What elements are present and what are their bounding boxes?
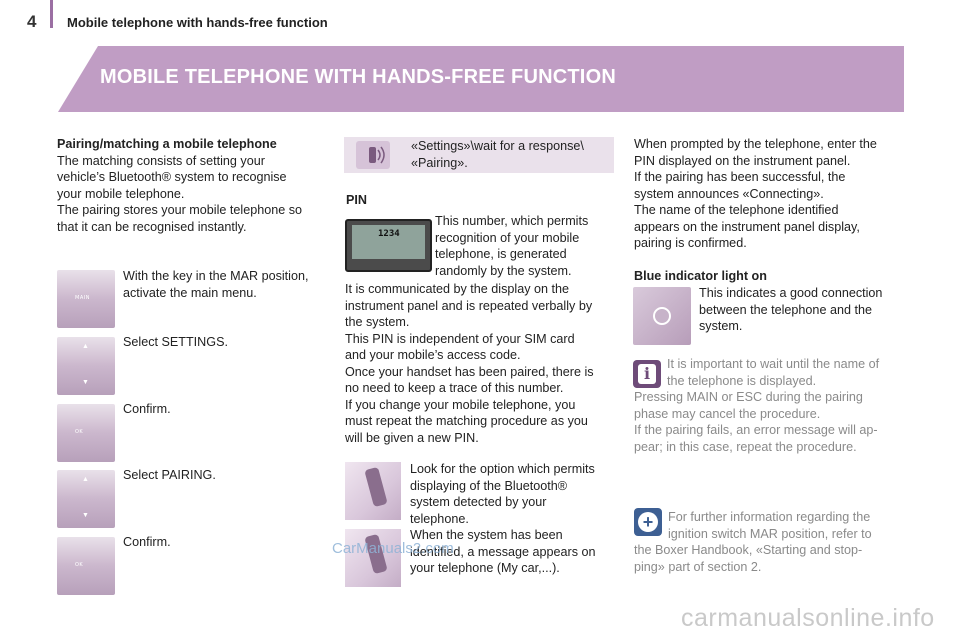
pairing-heading: Pairing/matching a mobile telephone bbox=[57, 137, 277, 151]
plus-note-head bbox=[668, 509, 908, 542]
blue-indicator-heading: Blue indicator light on bbox=[634, 269, 767, 283]
right-intro-line: system announces «Connecting». bbox=[634, 186, 824, 201]
info-note-line: the telephone is displayed. bbox=[667, 373, 817, 388]
step-5-text: Confirm. bbox=[123, 535, 171, 549]
phone-instructions-line: identified, a message appears on bbox=[410, 544, 596, 559]
phone-voice-icon bbox=[356, 141, 390, 169]
blue-indicator-line: between the telephone and the bbox=[699, 302, 872, 317]
info-icon: i bbox=[633, 360, 661, 388]
header-title: Mobile telephone with hands-free function bbox=[67, 15, 328, 30]
pin-body-line: If you change your mobile telephone, you bbox=[345, 397, 576, 412]
pin-heading: PIN bbox=[346, 193, 367, 207]
ok-button-icon: OK bbox=[57, 404, 115, 462]
step-4-text: Select PAIRING. bbox=[123, 468, 216, 482]
step-1-line: activate the main menu. bbox=[123, 285, 257, 300]
info-note-line: pear; in this case, repeat the procedure. bbox=[634, 439, 857, 454]
pin-body-line: must repeat the matching procedure as you bbox=[345, 414, 588, 428]
hand-phone-icon bbox=[345, 529, 401, 587]
step-1-text bbox=[123, 268, 333, 301]
pairing-section bbox=[57, 136, 332, 235]
plus-note-line: ignition switch MAR position, refer to bbox=[668, 526, 872, 541]
pin-side-line: This number, which permits bbox=[435, 214, 589, 228]
phone-instructions-line: your telephone (My car,...). bbox=[410, 561, 560, 575]
settings-path-text bbox=[411, 138, 611, 171]
phone-instructions-line: displaying of the Bluetooth® bbox=[410, 478, 568, 493]
pin-side-line: randomly by the system. bbox=[435, 263, 572, 278]
lcd-value: 1234 bbox=[378, 229, 400, 239]
up-down-arrows-icon: ▲ ▼ bbox=[57, 470, 115, 528]
right-intro-line: appears on the instrument panel display, bbox=[634, 219, 860, 234]
pin-body-line: instrument panel and is repeated verbally by bbox=[345, 298, 593, 313]
plus-note-line: the Boxer Handbook, «Starting and stop- bbox=[634, 543, 863, 557]
pin-side-line: telephone, is generated bbox=[435, 247, 567, 261]
lcd-display-icon bbox=[345, 219, 432, 272]
hand-phone-icon bbox=[345, 462, 401, 520]
plus-note-line: For further information regarding the bbox=[668, 510, 871, 524]
phone-instructions-text bbox=[410, 461, 615, 577]
phone-instructions-line: system detected by your bbox=[410, 495, 547, 509]
plus-icon: + bbox=[634, 508, 662, 536]
info-note-line: Pressing MAIN or ESC during the pairing bbox=[634, 390, 863, 404]
phone-instructions-line: Look for the option which permits bbox=[410, 462, 595, 476]
step-1-line: With the key in the MAR position, bbox=[123, 269, 309, 283]
step-3-text: Confirm. bbox=[123, 402, 171, 416]
pairing-intro-line: that it can be recognised instantly. bbox=[57, 219, 247, 234]
pin-body-line: no need to keep a trace of this number. bbox=[345, 381, 564, 395]
plus-note-line: ping» part of section 2. bbox=[634, 559, 762, 574]
phone-instructions-line: telephone. bbox=[410, 511, 469, 526]
pairing-intro-line: The matching consists of setting your bbox=[57, 153, 265, 168]
watermark-text: CarManuals2.com bbox=[332, 540, 454, 557]
banner-corner bbox=[58, 46, 98, 112]
right-intro-text bbox=[634, 136, 909, 252]
pairing-intro-line: The pairing stores your mobile telephone so bbox=[57, 203, 303, 217]
pin-body-line: and your mobile’s access code. bbox=[345, 348, 521, 362]
right-intro-line: If the pairing has been successful, the bbox=[634, 170, 846, 184]
info-note-line: phase may cancel the procedure. bbox=[634, 406, 821, 421]
info-note-head bbox=[667, 356, 907, 389]
right-intro-line: When prompted by the telephone, enter the bbox=[634, 137, 877, 151]
header-accent-bar bbox=[50, 0, 53, 28]
right-intro-line: PIN displayed on the instrument panel. bbox=[634, 153, 851, 168]
banner-title: MOBILE TELEPHONE WITH HANDS-FREE FUNCTION bbox=[100, 66, 616, 88]
pin-body-line: It is communicated by the display on the bbox=[345, 282, 570, 296]
pin-body-line: the system. bbox=[345, 315, 410, 329]
pairing-intro-line: vehicle’s Bluetooth® system to recognise bbox=[57, 170, 287, 184]
settings-path-line: «Settings»\wait for a response\ bbox=[411, 139, 584, 153]
footer-watermark: carmanualsonline.info bbox=[681, 604, 935, 632]
blue-indicator-text bbox=[699, 285, 909, 335]
main-menu-button-icon: MAIN bbox=[57, 270, 115, 328]
info-note-line: It is important to wait until the name of bbox=[667, 357, 880, 371]
step-2-text: Select SETTINGS. bbox=[123, 335, 228, 349]
pin-body-line: will be given a new PIN. bbox=[345, 430, 479, 445]
info-note-line: If the pairing fails, an error message will ap- bbox=[634, 423, 878, 437]
pin-body-line: Once your handset has been paired, there is bbox=[345, 364, 594, 379]
blue-indicator-line: This indicates a good connection bbox=[699, 286, 883, 300]
blue-indicator-icon bbox=[633, 287, 691, 345]
plus-note-body bbox=[634, 542, 909, 575]
phone-instructions-line: When the system has been bbox=[410, 528, 563, 542]
page-number: 4 bbox=[27, 12, 37, 31]
pin-body-text bbox=[345, 281, 620, 446]
up-down-arrows-icon: ▲ ▼ bbox=[57, 337, 115, 395]
pin-side-line: recognition of your mobile bbox=[435, 230, 580, 245]
pairing-intro-line: your mobile telephone. bbox=[57, 186, 185, 201]
right-intro-line: The name of the telephone identified bbox=[634, 203, 839, 217]
ok-button-icon: OK bbox=[57, 537, 115, 595]
pin-body-line: This PIN is independent of your SIM card bbox=[345, 331, 575, 346]
right-intro-line: pairing is confirmed. bbox=[634, 236, 747, 250]
pin-side-text bbox=[435, 213, 615, 279]
info-note-body bbox=[634, 389, 909, 455]
settings-path-line: «Pairing». bbox=[411, 155, 468, 170]
blue-indicator-line: system. bbox=[699, 319, 743, 333]
